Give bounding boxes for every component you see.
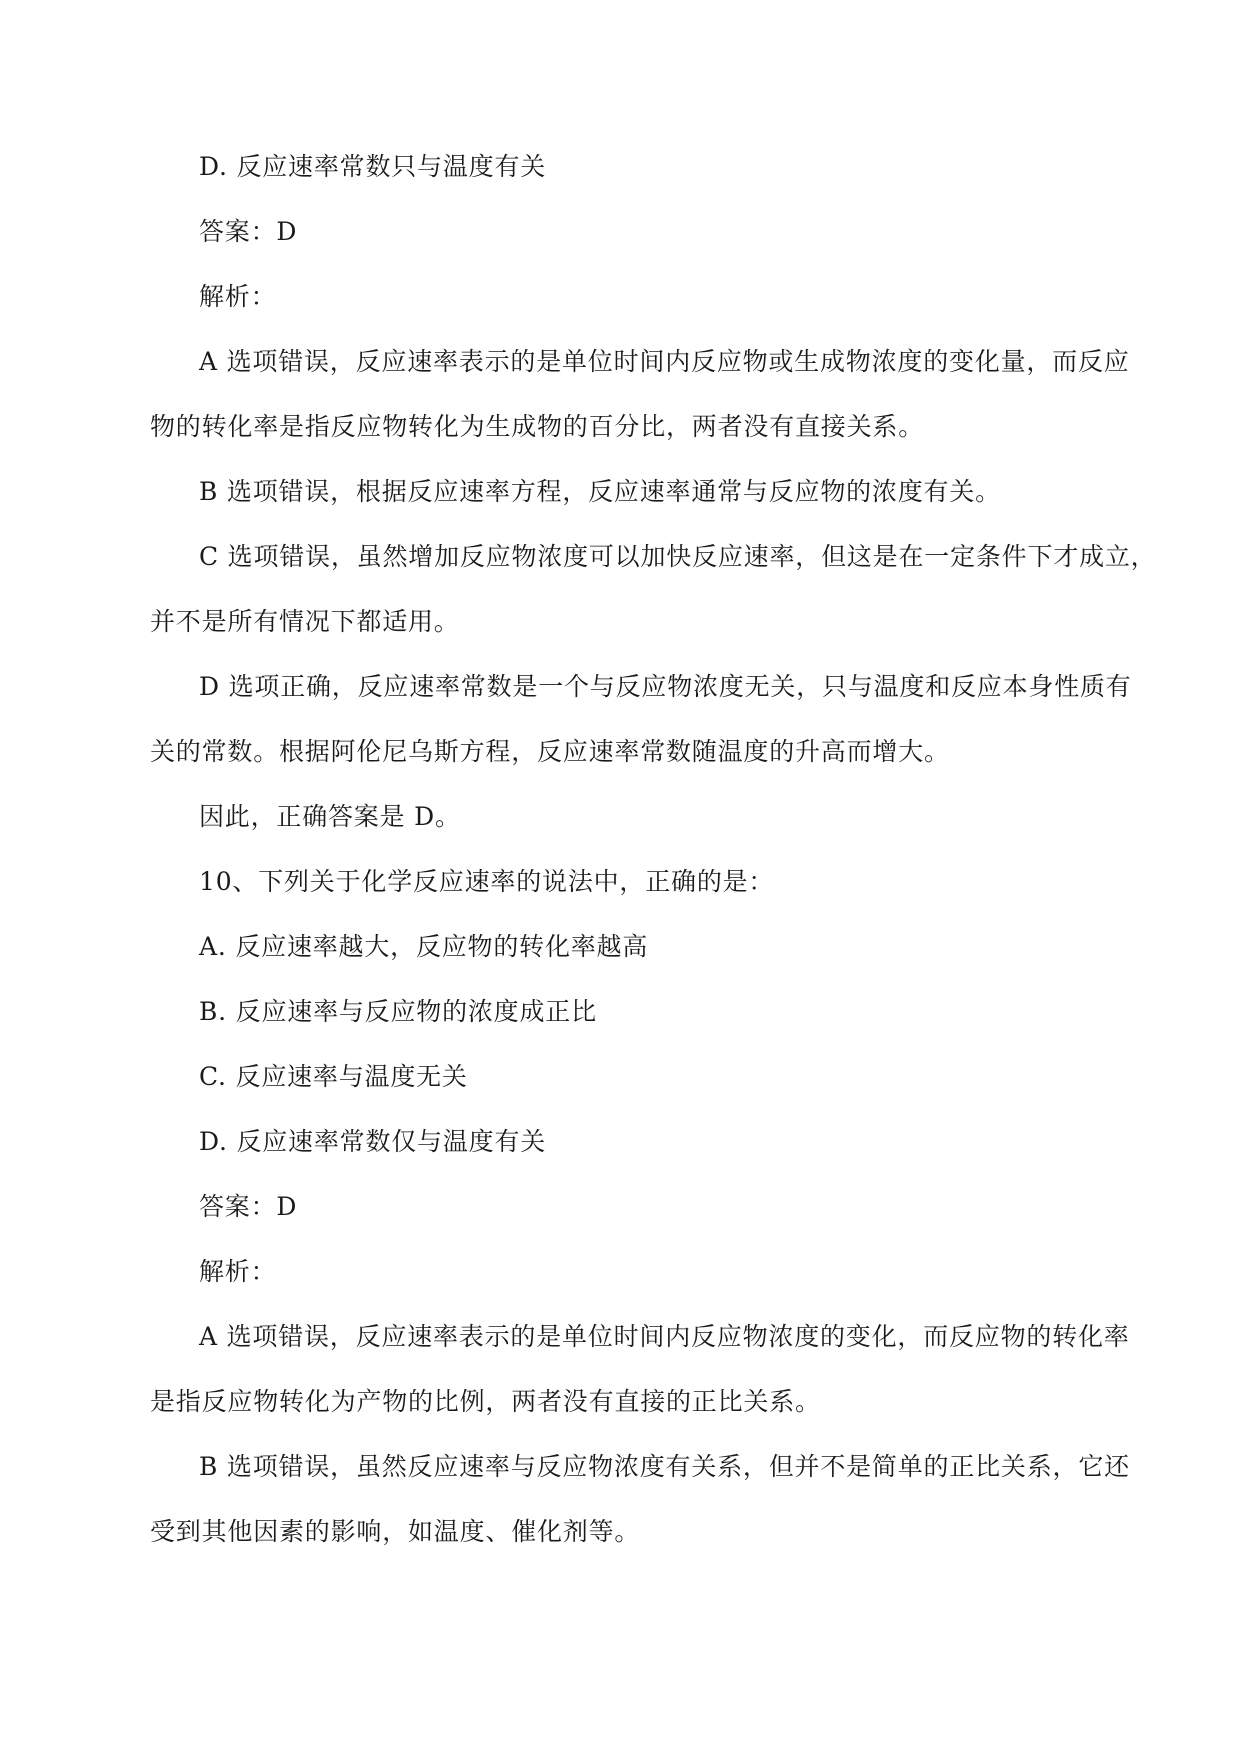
q10-analysis-label: 解析： [199,1257,277,1286]
q9-option-d: D. 反应速率常数只与温度有关 [199,152,547,181]
q9-analysis-d-line-2: 关的常数。根据阿伦尼乌斯方程，反应速率常数随温度的升高而增大。 [150,737,950,766]
q10-stem: 10、下列关于化学反应速率的说法中，正确的是： [199,867,775,896]
q9-analysis-c-line-2: 并不是所有情况下都适用。 [150,607,460,636]
q10-answer: 答案：D [199,1192,298,1221]
q10-analysis-b-line-1: B 选项错误，虽然反应速率与反应物浓度有关系，但并不是简单的正比关系，它还 [199,1452,1130,1481]
q10-analysis-b-line-2: 受到其他因素的影响，如温度、催化剂等。 [150,1517,641,1546]
q10-analysis-a-line-2: 是指反应物转化为产物的比例，两者没有直接的正比关系。 [150,1387,821,1416]
q9-analysis-a-line-2: 物的转化率是指反应物转化为生成物的百分比，两者没有直接关系。 [150,412,925,441]
q10-option-c: C. 反应速率与温度无关 [199,1062,468,1091]
q9-conclusion: 因此，正确答案是 D。 [199,802,461,831]
q9-analysis-label: 解析： [199,282,277,311]
q10-option-d: D. 反应速率常数仅与温度有关 [199,1127,547,1156]
q10-analysis-a-line-1: A 选项错误，反应速率表示的是单位时间内反应物浓度的变化，而反应物的转化率 [199,1322,1130,1351]
q10-option-b: B. 反应速率与反应物的浓度成正比 [199,997,597,1026]
q10-option-a: A. 反应速率越大，反应物的转化率越高 [199,932,649,961]
q9-answer: 答案：D [199,217,298,246]
q9-analysis-d-line-1: D 选项正确，反应速率常数是一个与反应物浓度无关，只与温度和反应本身性质有 [199,672,1132,701]
q9-analysis-a-line-1: A 选项错误，反应速率表示的是单位时间内反应物或生成物浓度的变化量，而反应 [199,347,1130,376]
q9-analysis-c-line-1: C 选项错误，虽然增加反应物浓度可以加快反应速率，但这是在一定条件下才成立， [199,542,1157,571]
q9-analysis-b: B 选项错误，根据反应速率方程，反应速率通常与反应物的浓度有关。 [199,477,1001,506]
